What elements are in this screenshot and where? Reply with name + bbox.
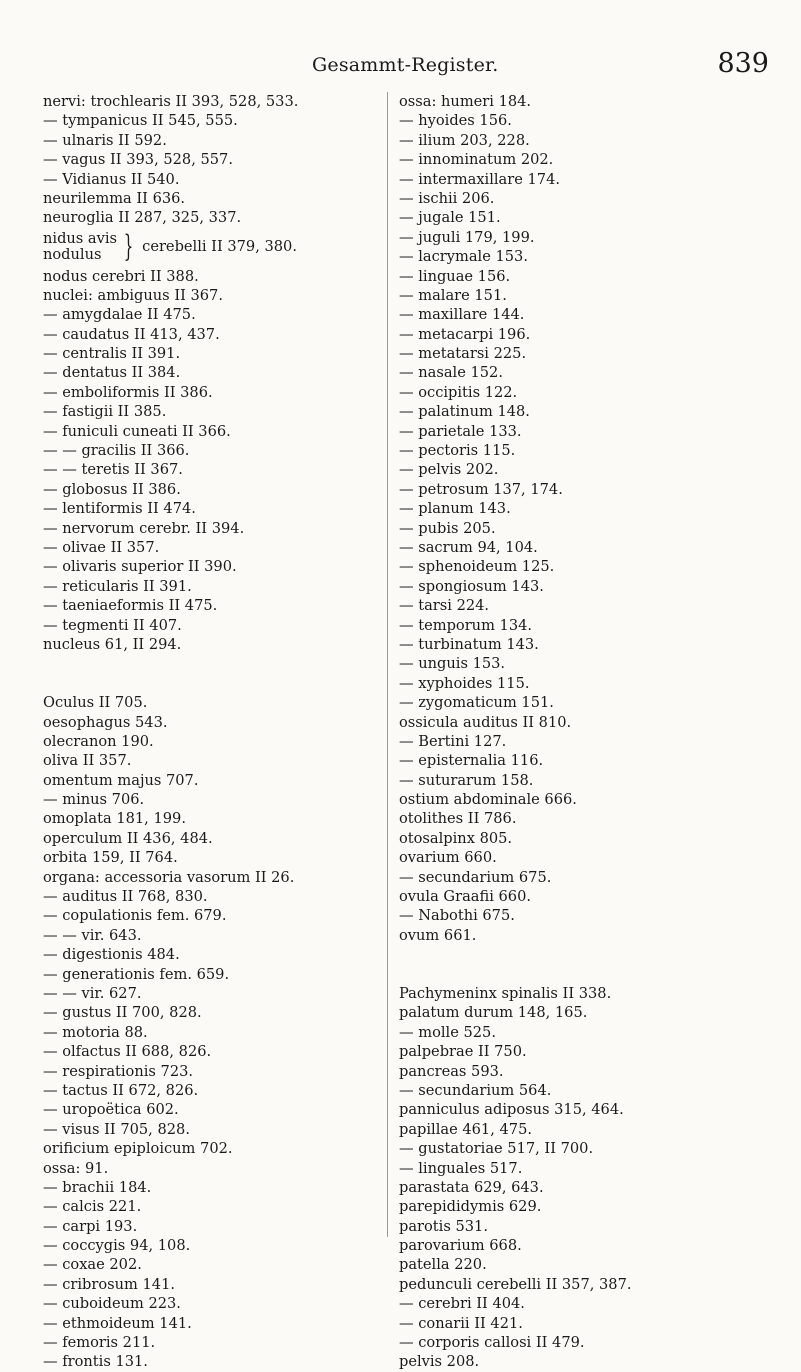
left-column — [43, 92, 378, 1372]
brace-entry — [43, 228, 378, 267]
index-entry: — auditus II 768, 830. — [43, 888, 208, 906]
index-entry: orbita 159, II 764. — [43, 849, 178, 867]
index-entry: — hyoides 156. — [399, 112, 512, 130]
index-entry: — generationis fem. 659. — [43, 965, 230, 983]
index-entry: — amygdalae II 475. — [43, 306, 196, 324]
index-entry: — emboliformis II 386. — [43, 383, 213, 401]
index-entry: — linguales 517. — [399, 1159, 523, 1177]
index-entry: pelvis 208. — [399, 1353, 480, 1371]
index-entry: — taeniaeformis II 475. — [43, 597, 218, 615]
index-entry: palatum durum 148, 165. — [399, 1004, 588, 1022]
index-entry: — secundarium 564. — [399, 1081, 552, 1099]
index-entry: nucleus 61, II 294. — [43, 635, 182, 653]
index-entry: — jugale 151. — [399, 209, 501, 227]
index-block — [43, 267, 378, 655]
index-entry: — Bertini 127. — [399, 732, 507, 750]
index-entry: — tympanicus II 545, 555. — [43, 112, 238, 130]
index-entry: — visus II 705, 828. — [43, 1120, 190, 1138]
index-entry: orificium epiploicum 702. — [43, 1140, 233, 1158]
index-entry: parovarium 668. — [399, 1237, 522, 1255]
index-entry: — dentatus II 384. — [43, 364, 181, 382]
brace-reference: cerebelli II 379, 380. — [142, 238, 297, 256]
index-entry: — funiculi cuneati II 366. — [43, 422, 231, 440]
index-entry: nodus cerebri II 388. — [43, 267, 199, 285]
index-entry: pedunculi cerebelli II 357, 387. — [399, 1275, 632, 1293]
index-entry: — centralis II 391. — [43, 345, 181, 363]
index-entry: palpebrae II 750. — [399, 1043, 527, 1061]
index-entry: — cribrosum 141. — [43, 1275, 176, 1293]
index-entry: — cerebri II 404. — [399, 1295, 525, 1313]
right-column — [399, 92, 769, 1372]
index-entry: — planum 143. — [399, 500, 511, 518]
index-entry: patella 220. — [399, 1256, 487, 1274]
brace-terms — [43, 231, 117, 263]
index-entry: — metatarsi 225. — [399, 345, 527, 363]
index-entry: — secundarium 675. — [399, 868, 552, 886]
index-entry: ossa: 91. — [43, 1159, 109, 1177]
index-entry: — lacrymale 153. — [399, 248, 528, 266]
index-entry: — conarii II 421. — [399, 1314, 523, 1332]
index-entry: — motoria 88. — [43, 1023, 148, 1041]
index-entry: — suturarum 158. — [399, 771, 534, 789]
index-entry: — episternalia 116. — [399, 752, 544, 770]
index-entry: — nasale 152. — [399, 364, 503, 382]
index-entry: — xyphoides 115. — [399, 674, 530, 692]
index-entry: parastata 629, 643. — [399, 1178, 544, 1196]
section-gap — [399, 945, 769, 984]
index-entry: Pachymeninx spinalis II 338. — [399, 984, 612, 1002]
index-entry: — gustatoriae 517, II 700. — [399, 1140, 594, 1158]
index-entry: — calcis 221. — [43, 1198, 142, 1216]
index-entry: — nervorum cerebr. II 394. — [43, 519, 245, 537]
index-entry: — caudatus II 413, 437. — [43, 325, 220, 343]
index-entry: — linguae 156. — [399, 267, 511, 285]
column-divider — [387, 92, 388, 1237]
index-entry: organa: accessoria vasorum II 26. — [43, 868, 295, 886]
index-entry: oliva II 357. — [43, 752, 132, 770]
index-entry: — tarsi 224. — [399, 597, 490, 615]
index-entry: parotis 531. — [399, 1217, 488, 1235]
index-entry: — brachii 184. — [43, 1178, 152, 1196]
index-entry: — cuboideum 223. — [43, 1295, 181, 1313]
index-entry: — femoris 211. — [43, 1334, 156, 1352]
index-entry: — petrosum 137, 174. — [399, 480, 563, 498]
index-entry: — juguli 179, 199. — [399, 228, 535, 246]
index-entry: — copulationis fem. 679. — [43, 907, 227, 925]
index-entry: — coxae 202. — [43, 1256, 142, 1274]
index-block — [399, 92, 769, 945]
section-gap — [43, 654, 378, 693]
index-entry: — Nabothi 675. — [399, 907, 515, 925]
index-entry: ossicula auditus II 810. — [399, 713, 572, 731]
index-entry: — gustus II 700, 828. — [43, 1004, 202, 1022]
page-number: 839 — [717, 48, 769, 79]
index-entry: panniculus adiposus 315, 464. — [399, 1101, 624, 1119]
index-entry: — minus 706. — [43, 791, 145, 809]
page-header — [0, 46, 801, 86]
index-entry: — occipitis 122. — [399, 383, 518, 401]
index-entry: — ilium 203, 228. — [399, 131, 530, 149]
index-entry: — temporum 134. — [399, 616, 533, 634]
curly-brace-icon: } — [123, 229, 134, 265]
index-entry: — zygomaticum 151. — [399, 694, 554, 712]
index-entry: — frontis 131. — [43, 1353, 148, 1371]
index-entry: neuroglia II 287, 325, 337. — [43, 209, 242, 227]
index-entry: pancreas 593. — [399, 1062, 504, 1080]
index-entry: — intermaxillare 174. — [399, 170, 560, 188]
index-entry: — unguis 153. — [399, 655, 506, 673]
index-entry: — molle 525. — [399, 1023, 496, 1041]
index-entry: omoplata 181, 199. — [43, 810, 186, 828]
index-entry: nuclei: ambiguus II 367. — [43, 286, 223, 304]
index-entry: — globosus II 386. — [43, 480, 181, 498]
brace-term-bottom: nodulus — [43, 246, 102, 264]
index-entry: — carpi 193. — [43, 1217, 138, 1235]
index-entry: — palatinum 148. — [399, 403, 530, 421]
index-entry: parepididymis 629. — [399, 1198, 542, 1216]
index-entry: — innominatum 202. — [399, 151, 554, 169]
index-entry: otosalpinx 805. — [399, 829, 513, 847]
index-entry: — tactus II 672, 826. — [43, 1081, 199, 1099]
index-entry: — vagus II 393, 528, 557. — [43, 151, 233, 169]
index-entry: — parietale 133. — [399, 422, 522, 440]
index-entry: omentum majus 707. — [43, 771, 199, 789]
index-entry: — olivaris superior II 390. — [43, 558, 237, 576]
index-entry: — ischii 206. — [399, 189, 495, 207]
index-entry: — ethmoideum 141. — [43, 1314, 192, 1332]
index-entry: — digestionis 484. — [43, 946, 180, 964]
index-entry: — coccygis 94, 108. — [43, 1237, 191, 1255]
index-entry: — turbinatum 143. — [399, 635, 539, 653]
brace-term-top: nidus avis — [43, 230, 118, 248]
running-title: Gesammt-Register. — [312, 54, 499, 76]
index-entry: — spongiosum 143. — [399, 577, 544, 595]
index-entry: ovula Graafii 660. — [399, 888, 532, 906]
index-entry: — maxillare 144. — [399, 306, 525, 324]
index-entry: ossa: humeri 184. — [399, 93, 532, 110]
index-entry: — — teretis II 367. — [43, 461, 183, 479]
index-entry: — malare 151. — [399, 286, 507, 304]
index-entry: oesophagus 543. — [43, 713, 168, 731]
index-entry: — — vir. 643. — [43, 926, 142, 944]
index-entry: — reticularis II 391. — [43, 577, 192, 595]
index-entry: — corporis callosi II 479. — [399, 1334, 585, 1352]
index-block — [43, 92, 378, 228]
index-entry: papillae 461, 475. — [399, 1120, 532, 1138]
index-entry: olecranon 190. — [43, 732, 154, 750]
index-entry: — metacarpi 196. — [399, 325, 531, 343]
index-entry: — fastigii II 385. — [43, 403, 167, 421]
index-entry: — olfactus II 688, 826. — [43, 1043, 212, 1061]
index-entry: — pubis 205. — [399, 519, 496, 537]
index-entry: — — vir. 627. — [43, 985, 142, 1002]
index-entry: nervi: trochlearis II 393, 528, 533. — [43, 93, 299, 110]
index-entry: — tegmenti II 407. — [43, 616, 182, 634]
index-entry: — pectoris 115. — [399, 442, 516, 460]
index-entry: ovum 661. — [399, 926, 477, 944]
index-entry: otolithes II 786. — [399, 810, 517, 828]
index-entry: — respirationis 723. — [43, 1062, 194, 1080]
index-entry: ovarium 660. — [399, 849, 497, 867]
index-entry: — Vidianus II 540. — [43, 170, 180, 188]
index-entry: — uropoëtica 602. — [43, 1101, 179, 1119]
index-entry: — lentiformis II 474. — [43, 500, 196, 518]
index-block — [43, 693, 378, 1372]
index-entry: neurilemma II 636. — [43, 189, 186, 207]
index-entry: — pelvis 202. — [399, 461, 499, 479]
index-entry: — sphenoideum 125. — [399, 558, 555, 576]
index-entry: Oculus II 705. — [43, 694, 148, 712]
index-entry: — ulnaris II 592. — [43, 131, 167, 149]
index-entry: ostium abdominale 666. — [399, 791, 577, 809]
index-entry: operculum II 436, 484. — [43, 829, 213, 847]
index-entry: — — gracilis II 366. — [43, 442, 190, 460]
index-entry: — olivae II 357. — [43, 539, 160, 556]
index-entry: — sacrum 94, 104. — [399, 538, 538, 556]
index-block — [399, 984, 769, 1372]
